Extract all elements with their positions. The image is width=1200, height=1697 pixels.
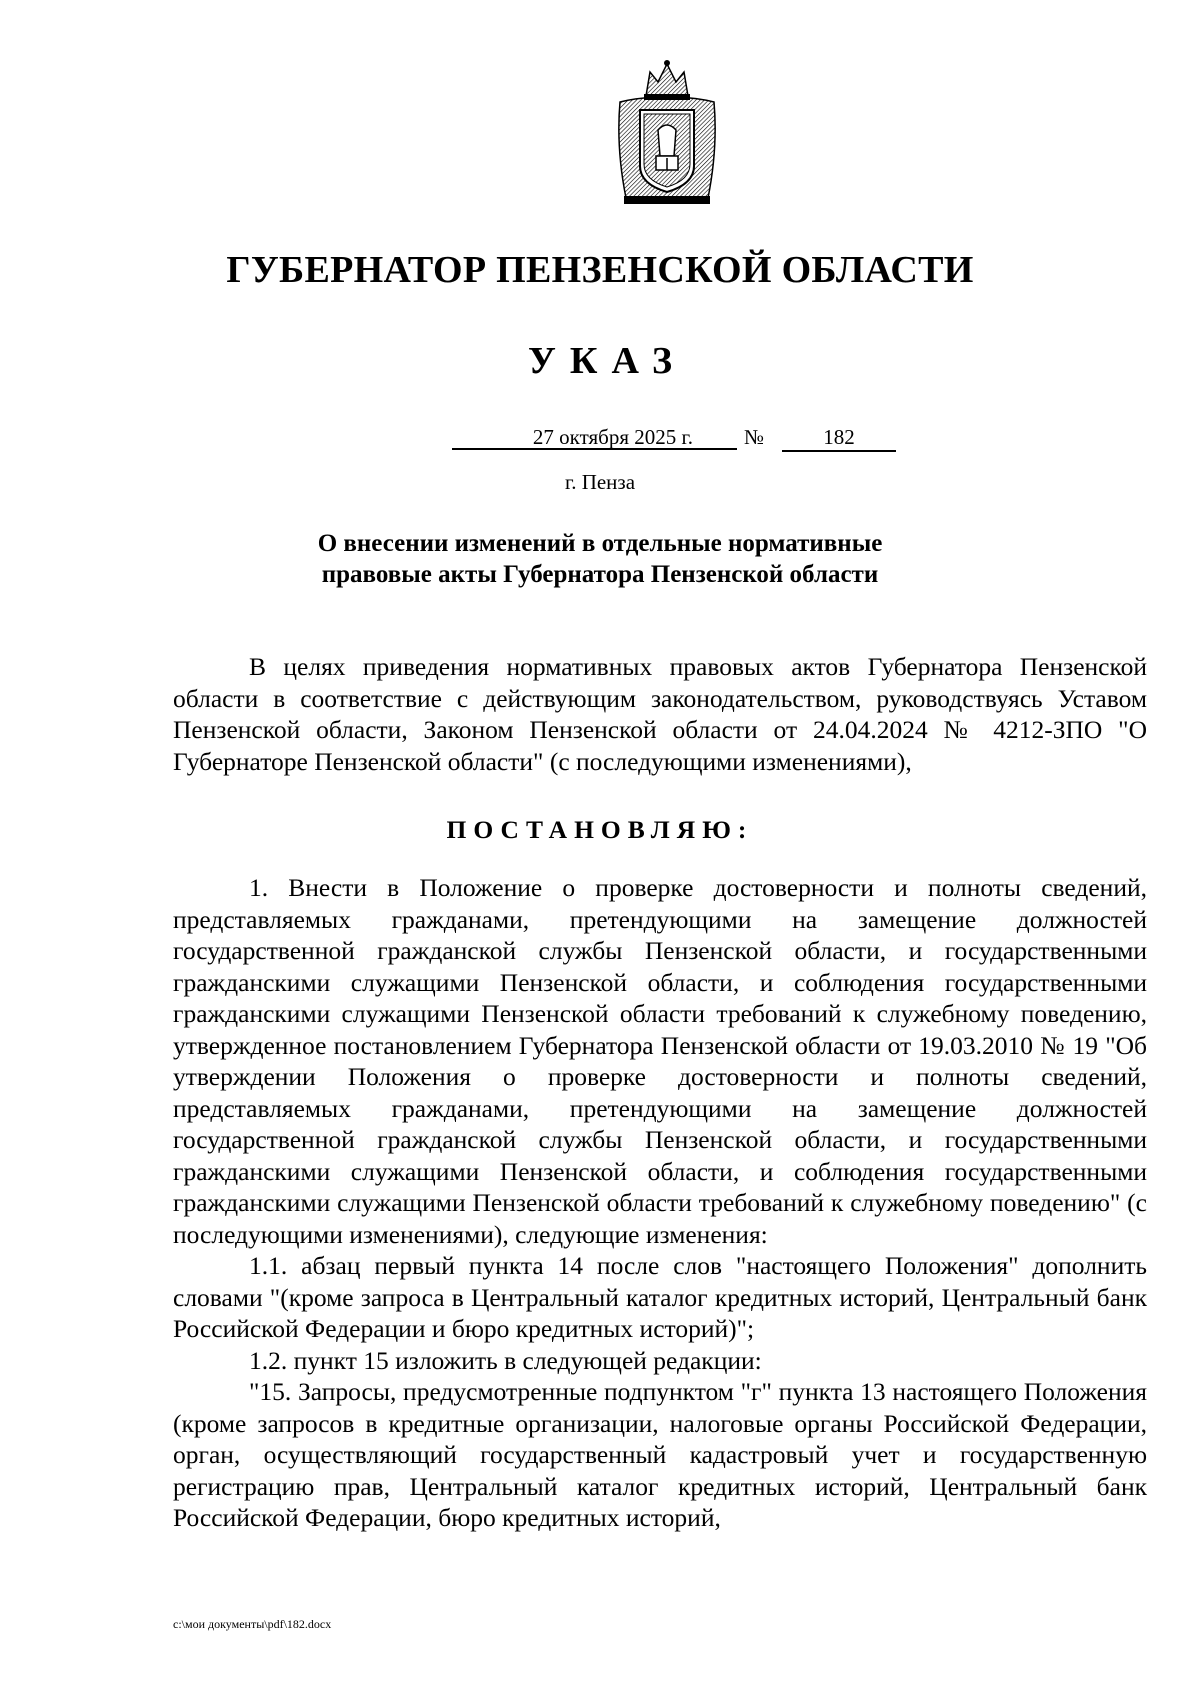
paragraph-1-2: 1.2. пункт 15 изложить в следующей редакции:	[249, 1345, 762, 1375]
resolve-heading: ПОСТАНОВЛЯЮ:	[446, 815, 754, 844]
document-date: 27 октября 2025 г.	[452, 424, 737, 450]
issuer-title: ГУБЕРНАТОР ПЕНЗЕНСКОЙ ОБЛАСТИ	[226, 249, 974, 291]
document-subject	[300, 528, 900, 590]
coat-of-arms-icon	[606, 58, 728, 208]
paragraph-1-1: 1.1. абзац первый пункта 14 после слов "настоящего Положения" дополнить словами "(кроме запроса в Центральный каталог кредитных историй, Центральный банк Российской Федерации и бюро кредитных историй)";	[173, 1251, 1147, 1343]
subject-line-1: О внесении изменений в отдельные нормативные	[317, 530, 883, 557]
preamble	[173, 651, 1147, 777]
preamble-text: В целях приведения нормативных правовых актов Губернатора Пензенской области в соответствие с действующим законодательством, руководствуясь Уставом Пензенской области, Законом Пензенской области от 24.04.2024 № 4212-ЗПО "О Губернаторе Пензенской области" (с последующими изменениями),	[173, 652, 1147, 776]
subject-line-2: правовые акты Губернатора Пензенской области	[321, 561, 879, 588]
main-text	[173, 872, 1147, 1534]
document-type: УКАЗ	[528, 340, 686, 382]
document-place: г. Пенза	[564, 470, 636, 494]
document-number: 182	[782, 424, 896, 452]
footer-file-path: c:\мои документы\pdf\182.docx	[173, 1617, 332, 1631]
number-sign: №	[744, 425, 765, 449]
paragraph-1: 1. Внести в Положение о проверке достоверности и полноты сведений, представляемых гражданами, претендующими на замещение должностей государственной гражданской службы Пензенской области, и государственными гражданскими служащими Пензенской области, и соблюдения государственными гражданскими служащими Пензенской области требований к служебному поведению, утвержденное постановлением Губернатора Пензенской области от 19.03.2010 № 19 "Об утверждении Положения о проверке достоверности и полноты сведений, представляемых гражданами, претендующими на замещение должностей государственной гражданской службы Пензенской области, и государственными гражданскими служащими Пензенской области, и соблюдения государственными гражданскими служащими Пензенской области требований к служебному поведению" (с последующими изменениями), следующие изменения:	[173, 873, 1147, 1249]
paragraph-15: "15. Запросы, предусмотренные подпунктом "г" пункта 13 настоящего Положения (кроме запросов в кредитные организации, налоговые органы Российской Федерации, орган, осуществляющий государственный кадастровый учет и государственную регистрацию прав, Центральный каталог кредитных историй, Центральный банк Российской Федерации, бюро кредитных историй,	[173, 1377, 1147, 1532]
